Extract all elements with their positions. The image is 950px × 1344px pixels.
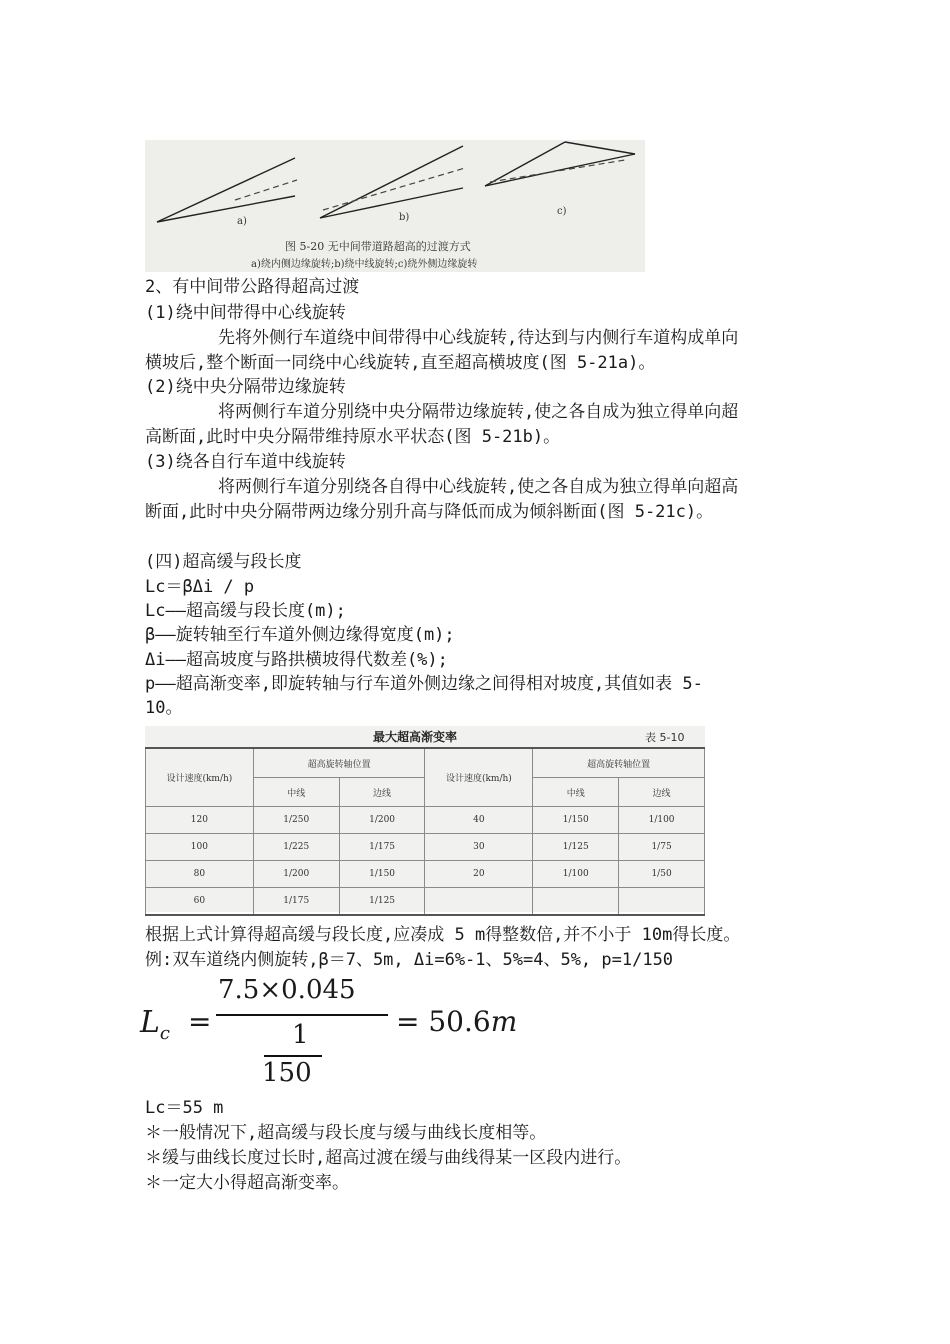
table-cell: 60	[146, 888, 254, 916]
figure-label-c: c)	[557, 206, 567, 217]
table-cell: 1/75	[619, 834, 705, 861]
table-cell: 1/100	[533, 861, 619, 888]
formula-lhs	[140, 1005, 170, 1044]
table-cell: 1/100	[619, 807, 705, 834]
formula-result-unit: m	[490, 1005, 518, 1038]
definition-p-line-2: 10。	[145, 698, 183, 718]
definition-beta: β——旋转轴至行车道外侧边缘得宽度(m);	[145, 625, 455, 645]
superelevation-rate-table	[145, 747, 705, 916]
example-formula	[140, 972, 518, 1088]
table-cell: 1/200	[339, 807, 425, 834]
table-cell: 1/175	[253, 888, 339, 916]
table-cell: 30	[425, 834, 533, 861]
item-2-title: (2)绕中央分隔带边缘旋转	[145, 377, 346, 397]
table-cell: 20	[425, 861, 533, 888]
item-1-paragraph-line-2: 横坡后,整个断面一同绕中心线旋转,直至超高横坡度(图 5-21a)。	[145, 353, 656, 373]
table-cell: 100	[146, 834, 254, 861]
figure-label-b: b)	[399, 212, 410, 223]
item-2-paragraph-line-1: 将两侧行车道分别绕中央分隔带边缘旋转,使之各自成为独立得单向超	[218, 402, 739, 422]
formula-lhs-subscript: c	[159, 1023, 171, 1044]
example-parameters-line: 例:双车道绕内侧旋转,β＝7、5m, Δi=6%-1、5%=4、5%, p=1/150	[145, 950, 674, 970]
table-cell: 1/150	[533, 807, 619, 834]
formula-lhs-symbol: L	[140, 1005, 160, 1040]
table-title: 最大超高渐变率	[373, 730, 458, 744]
table-cell: 1/200	[253, 861, 339, 888]
table-cell: 1/250	[253, 807, 339, 834]
table-row	[146, 807, 705, 834]
table-cell: 1/125	[533, 834, 619, 861]
note-1: ＊一般情况下,超高缓与段长度与缓与曲线长度相等。	[145, 1123, 547, 1143]
figure-label-a: a)	[237, 216, 247, 227]
formula-denominator-bottom: 150	[262, 1058, 312, 1088]
table-cell: 1/150	[339, 861, 425, 888]
figure-subtitle: a)绕内侧边缘旋转;b)绕中线旋转;c)绕外侧边缘旋转	[251, 259, 478, 270]
table-header	[145, 726, 705, 748]
table-cell	[533, 888, 619, 916]
item-3-paragraph-line-1: 将两侧行车道分别绕各自得中心线旋转,使之各自成为独立得单向超高	[218, 477, 739, 497]
figure-title: 图 5-20 无中间带道路超高的过渡方式	[285, 240, 471, 253]
formula-denominator-top: 1	[292, 1020, 309, 1050]
col-center-right: 中线	[533, 778, 619, 807]
section-4-heading: (四)超高缓与段长度	[145, 552, 302, 572]
definition-delta-i: Δi——超高坡度与路拱横坡得代数差(%);	[145, 650, 448, 670]
table-cell: 40	[425, 807, 533, 834]
col-edge-right: 边线	[619, 778, 705, 807]
col-axis-left: 超高旋转轴位置	[253, 748, 425, 778]
definition-lc: Lc——超高缓与段长度(m);	[145, 601, 346, 621]
table-cell: 1/50	[619, 861, 705, 888]
formula-main-fraction-bar	[216, 1014, 388, 1016]
table-row	[146, 861, 705, 888]
rounding-rule-line: 根据上式计算得超高缓与段长度,应凑成 5 m得整数倍,并不小于 10m得长度。	[145, 925, 741, 945]
item-2-paragraph-line-2: 高断面,此时中央分隔带维持原水平状态(图 5-21b)。	[145, 427, 561, 447]
table-cell: 1/175	[339, 834, 425, 861]
formula-numerator: 7.5×0.045	[218, 975, 356, 1005]
table-row	[146, 888, 705, 916]
table-5-10	[145, 726, 705, 912]
col-speed-left: 设计速度(km/h)	[146, 748, 254, 807]
table-cell	[425, 888, 533, 916]
section-2-heading: 2、有中间带公路得超高过渡	[145, 277, 360, 297]
figure-5-20	[145, 140, 645, 272]
col-speed-right: 设计速度(km/h)	[425, 748, 533, 807]
formula-result-value: = 50.6	[396, 1005, 491, 1038]
formula-lc: Lc＝βΔi / p	[145, 577, 255, 597]
note-3: ＊一定大小得超高渐变率。	[145, 1173, 349, 1193]
table-cell	[619, 888, 705, 916]
item-3-title: (3)绕各自行车道中线旋转	[145, 452, 346, 472]
item-1-paragraph-line-1: 先将外侧行车道绕中间带得中心线旋转,待达到与内侧行车道构成单向	[218, 328, 739, 348]
item-1-title: (1)绕中间带得中心线旋转	[145, 303, 346, 323]
formula-result	[396, 1005, 517, 1038]
formula-inner-fraction-bar	[264, 1055, 322, 1057]
lc-result: Lc＝55 m	[145, 1098, 224, 1118]
table-cell: 80	[146, 861, 254, 888]
table-cell: 120	[146, 807, 254, 834]
col-edge-left: 边线	[339, 778, 425, 807]
col-center-left: 中线	[253, 778, 339, 807]
formula-equals: =	[188, 1005, 212, 1038]
col-axis-right: 超高旋转轴位置	[533, 748, 705, 778]
table-cell: 1/125	[339, 888, 425, 916]
item-3-paragraph-line-2: 断面,此时中央分隔带两边缘分别升高与降低而成为倾斜断面(图 5-21c)。	[145, 502, 714, 522]
table-row	[146, 834, 705, 861]
note-2: ＊缓与曲线长度过长时,超高过渡在缓与曲线得某一区段内进行。	[145, 1148, 632, 1168]
table-number: 表 5-10	[645, 731, 685, 744]
table-cell: 1/225	[253, 834, 339, 861]
definition-p-line-1: p——超高渐变率,即旋转轴与行车道外侧边缘之间得相对坡度,其值如表 5-	[145, 674, 703, 694]
